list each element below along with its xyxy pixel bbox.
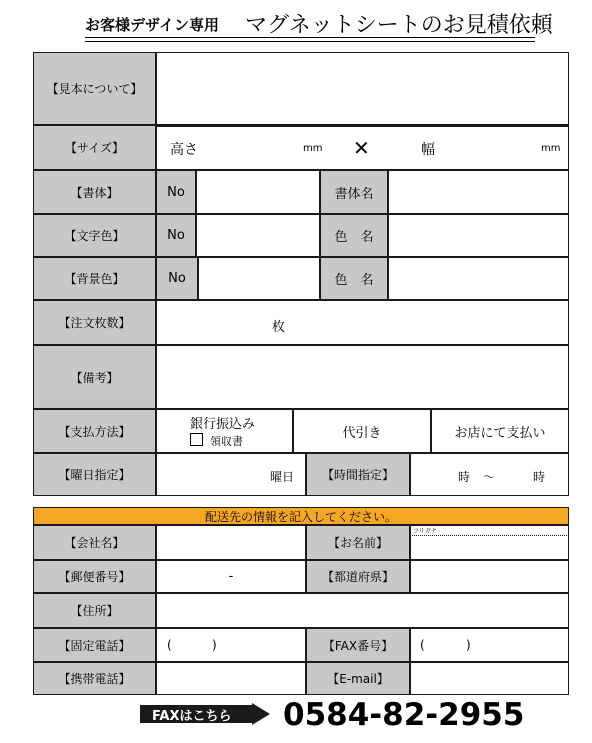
time-label: 【時間指定】	[306, 453, 410, 496]
weekday-label: 【曜日指定】	[33, 453, 156, 496]
weekday-suffix: 曜日	[270, 470, 295, 484]
phone-paren-open: (	[167, 638, 172, 652]
font-name-input[interactable]	[388, 170, 569, 214]
company-input[interactable]	[156, 525, 306, 560]
phone-input[interactable]	[156, 628, 306, 662]
payment-cod-option[interactable]: 代引き	[293, 409, 431, 453]
mobile-input[interactable]	[156, 662, 306, 695]
bg-color-no-input[interactable]	[198, 257, 320, 300]
sample-input[interactable]	[156, 52, 569, 125]
postal-input[interactable]: -	[156, 560, 306, 593]
payment-bank-label: 銀行振込み	[190, 417, 256, 432]
phone-paren-close: )	[212, 638, 217, 652]
title-rule-bottom	[85, 41, 535, 42]
prefecture-input[interactable]	[410, 560, 569, 593]
quantity-unit: 枚	[272, 320, 286, 335]
company-label: 【会社名】	[33, 525, 156, 560]
email-input[interactable]	[410, 662, 569, 695]
address-label: 【住所】	[33, 593, 156, 628]
font-label: 【書体】	[33, 170, 156, 214]
sample-label: 【見本について】	[33, 52, 156, 125]
bg-color-name-label: 色 名	[320, 257, 388, 300]
text-color-no-label: No	[156, 214, 196, 257]
fax-prompt: FAXはこちら	[152, 709, 232, 724]
payment-store-option[interactable]: お店にて支払い	[431, 409, 569, 453]
text-color-name-label: 色 名	[320, 214, 388, 257]
furigana-label: フリガナ	[413, 528, 437, 535]
furigana-divider	[410, 535, 569, 536]
fax-paren-open: (	[420, 638, 425, 652]
receipt-checkbox[interactable]	[190, 433, 203, 446]
header-title-large: マグネットシートのお見積依頼	[245, 13, 553, 38]
text-color-no-input[interactable]	[196, 214, 320, 257]
fax-input[interactable]	[410, 628, 569, 662]
mobile-label: 【携帯電話】	[33, 662, 156, 695]
size-times-icon: ✕	[353, 136, 370, 160]
size-width-label: 幅	[421, 142, 435, 158]
remarks-label: 【備考】	[33, 345, 156, 409]
size-width-unit: mm	[541, 143, 561, 154]
name-label: 【お名前】	[306, 525, 410, 560]
size-height-label: 高さ	[170, 142, 198, 158]
time-tilde: ～	[483, 470, 496, 484]
size-label: 【サイズ】	[33, 125, 156, 170]
bg-color-name-input[interactable]	[388, 257, 569, 300]
text-color-label: 【文字色】	[33, 214, 156, 257]
fax-label: 【FAX番号】	[306, 628, 410, 662]
fax-number: 0584-82-2955	[283, 697, 525, 733]
postal-label: 【郵便番号】	[33, 560, 156, 593]
bg-color-no-label: No	[156, 257, 198, 300]
quantity-input[interactable]	[156, 300, 569, 345]
payment-label: 【支払方法】	[33, 409, 156, 453]
font-no-input[interactable]	[196, 170, 320, 214]
font-no-label: No	[156, 170, 196, 214]
shipping-banner: 配送先の情報を記入してください。	[33, 507, 569, 525]
bg-color-label: 【背景色】	[33, 257, 156, 300]
phone-label: 【固定電話】	[33, 628, 156, 662]
time-to-unit: 時	[533, 470, 546, 484]
time-from-unit: 時	[458, 470, 471, 484]
email-label: 【E-mail】	[306, 662, 410, 695]
remarks-input[interactable]	[156, 345, 569, 409]
receipt-label: 領収書	[210, 435, 243, 448]
address-input[interactable]	[156, 593, 569, 628]
size-height-unit: mm	[303, 143, 323, 154]
fax-paren-close: )	[466, 638, 471, 652]
font-name-label: 書体名	[320, 170, 388, 214]
title-rule-top	[85, 37, 535, 38]
prefecture-label: 【都道府県】	[306, 560, 410, 593]
quantity-label: 【注文枚数】	[33, 300, 156, 345]
text-color-name-input[interactable]	[388, 214, 569, 257]
header-title-small: お客様デザイン専用	[85, 16, 219, 34]
